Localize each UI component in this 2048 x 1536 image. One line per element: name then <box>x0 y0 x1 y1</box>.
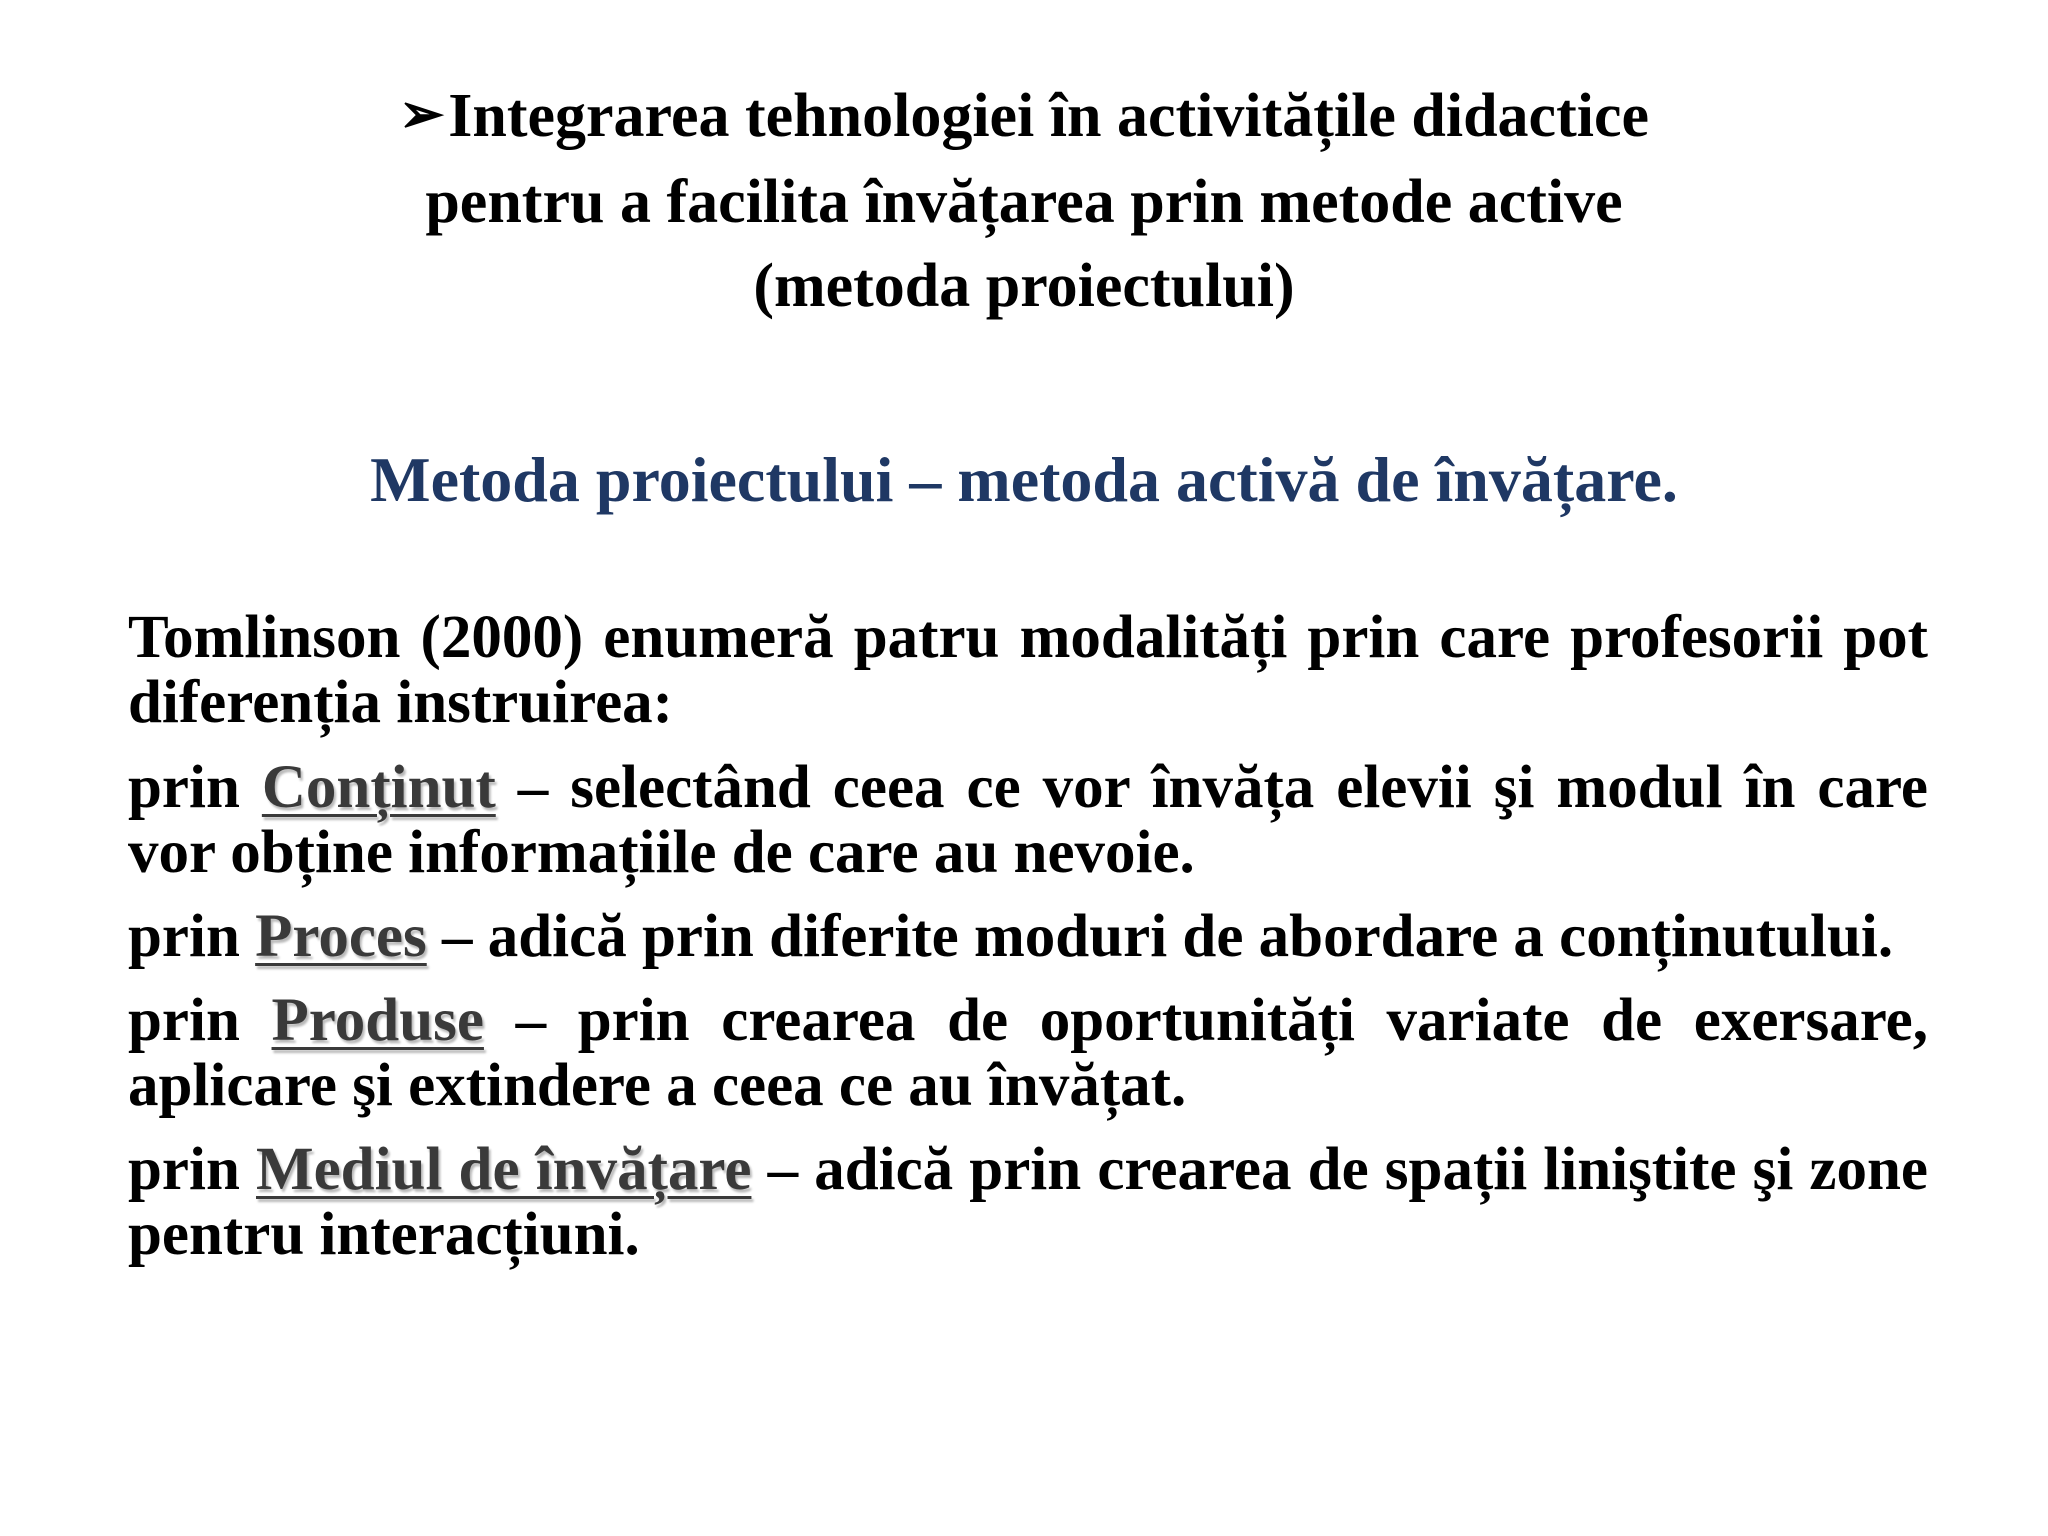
item-term: Conținut <box>261 754 496 821</box>
title-line-1 <box>0 74 2048 160</box>
item-term: Proces <box>255 903 427 970</box>
title-line-3: (metoda proiectului) <box>753 252 1295 320</box>
item-prefix: prin <box>128 754 262 821</box>
list-item <box>128 755 1928 885</box>
item-description: – adică prin diferite moduri de abordare a conținutului. <box>426 903 1894 970</box>
title-line-2: pentru a facilita învățarea prin metode active <box>425 168 1623 236</box>
item-term: Mediul de învățare <box>256 1136 752 1203</box>
body-text <box>128 605 1928 1286</box>
item-description: – prin crearea de oportunități variate de exersare, aplicare şi extindere a ceea ce au învățat. <box>128 987 1929 1119</box>
list-item <box>128 988 1928 1118</box>
arrow-right-bullet-icon: ➢ <box>399 84 445 144</box>
list-item <box>128 904 1928 969</box>
slide-title <box>0 74 2048 328</box>
item-prefix: prin <box>128 1136 257 1203</box>
item-description: – adică prin crearea de spații liniştite şi zone pentru interacțiuni. <box>128 1136 1928 1268</box>
item-term: Produse <box>271 987 484 1054</box>
item-prefix: prin <box>128 987 272 1054</box>
title-line-1-text: Integrarea tehnologiei în activitățile didactice <box>448 82 1649 150</box>
subheading: Metoda proiectului – metoda activă de învățare. <box>370 444 1678 515</box>
list-item <box>128 1137 1928 1267</box>
item-prefix: prin <box>128 903 256 970</box>
intro-paragraph: Tomlinson (2000) enumeră patru modalități prin care profesorii pot diferenția instruirea: <box>128 604 1928 736</box>
item-description: – selectând ceea ce vor învăța elevii şi modul în care vor obține informațiile de care au nevoie. <box>128 754 1928 886</box>
